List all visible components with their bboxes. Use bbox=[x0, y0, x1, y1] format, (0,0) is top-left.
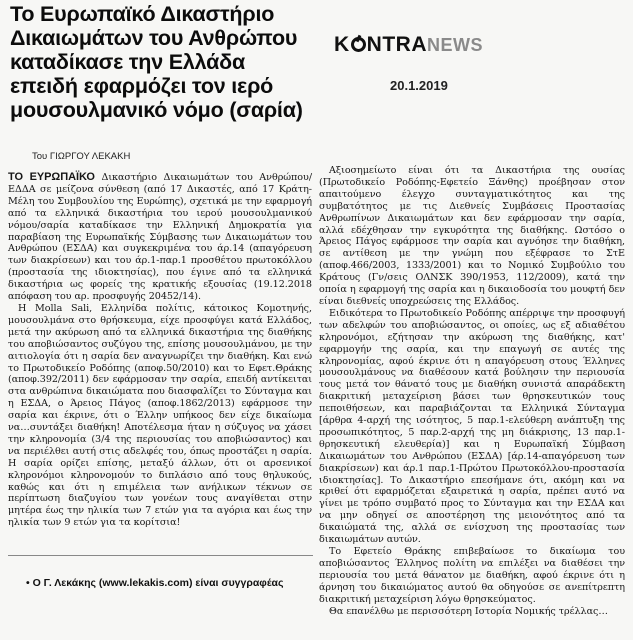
headline: Το Ευρωπαϊκό Δικαστήριο Δικαιωμάτων του Ανθρώπου καταδίκασε την Ελλάδα επειδή εφαρμόζει τον ιερό μουσουλμανικό νόμο (σαρία) bbox=[10, 2, 303, 122]
left-paragraph-1-text: Δικαστήριο Δικαιωμάτων του Ανθρώπου/ΕΔΔΑ σε μείζονα σύνθεση (από 17 Δικαστές, από 17 Κράτη-Μέλη του Συμβουλίου της Ευρώπης), σχετικά με την εφαρμογή από τα ελληνικά δικαστήρια του ιερού μουσουλμανικού νόμου/σαρία καταδίκασε την Ελληνική Δημοκρατία για παραβίαση της Ευρωπαϊκής Σύμβασης των Δικαιωμάτων του Ανθρώπου (ΕΣΔΑ) και συγκεκριμένα του άρ.14 (απαγόρευση των διακρίσεων) και του άρ.1-παρ.1 προσθέτου πρωτοκόλλου (προστασία της ιδιοκτησίας), που έγινε από τα ελληνικά δικαστήρια ως φορείς της κρατικής εξουσίας (19.12.2018 απόφαση του αρ. προσφυγής 20452/14). bbox=[8, 172, 312, 303]
right-paragraph-4: Θα επανέλθω με περισσότερη Ιστορία Νομικής τρέλλας… bbox=[329, 605, 608, 617]
footer-divider bbox=[8, 555, 313, 556]
byline: Του ΓΙΩΡΓΟΥ ΛΕΚΑΚΗ bbox=[32, 151, 131, 162]
publication-date: 20.1.2019 bbox=[390, 78, 448, 93]
lead-word: ΤΟ ΕΥΡΩΠΑΪΚΟ bbox=[8, 171, 95, 183]
logo-o-icon bbox=[351, 37, 366, 52]
author-note: • Ο Γ. Λεκάκης (www.lekakis.com) είναι συγγραφέας bbox=[26, 577, 284, 589]
logo-news: NEWS bbox=[427, 35, 483, 55]
left-paragraph-2: Η Molla Sali, Ελληνίδα πολίτις, κάτοικος Κομοτηνής, μουσουλμάνα στο θρήσκευμα, είχε προσφύγει κατά Ελλάδος, μετά την ακύρωση από τα ελληνικά δικαστήρια της διαθήκης του αποβιώσαντος συζύγου της, επίσης μουσουλμάνου, με την αιτιολογία ότι η σαρία δεν αναγνωρίζει την διαθήκη. Και ενώ το Πρωτοδικείο Ροδόπης (αποφ.50/2010) και το Εφετ.Θράκης (αποφ.392/2011) δεν εφάρμοσαν την σαρία, επειδή αντίκειται στα ανθρώπινα δικαιώματα που διασφαλίζει το Σύνταγμα και η ΕΣΔΑ, ο Άρειος Πάγος (αποφ.1862/2013) εφάρμοσε την σαρία και έκρινε, ότι ο Έλλην υπήκοος δεν είχε δικαίωμα να…συντάξει διαθήκη! Αποτέλεσμα ήταν η σύζυγος να χάσει την κληρονομία (3/4 της περιουσίας του αποβιώσαντος) και να περιέλθει αυτή στις αδελφές του, όπως προστάζει η σαρία. Η σαρία ορίζει επίσης, μεταξύ άλλων, ότι οι αρσενικοί κληρονόμοι κληρονομούν το διπλάσιο από τους θηλυκούς, καθώς και ότι η επιμέλεια των ανήλικων τέκνων σε περίπτωση διαζυγίου των γονέων τους αναγίθεται στην μητέρα έως την ηλικία των 7 ετών για τα αγόρια και έως την ηλικία των 9 ετών για τα κορίτσια! bbox=[8, 302, 312, 529]
right-paragraph-2: Ειδικότερα το Πρωτοδικείο Ροδόπης απέρριψε την προσφυγή των αδελφών του αποβιώσαντος, οι οποίες, ως εξ αδιαθέτου κληρονόμοι, εζήτησαν την ακύρωση της διαθήκης, κατ' εφαρμογήν της σαρία, και την επαγωγή σε αυτές της κληρονομίας, αφού έκρινε ότι η απαγόρευση στους Έλληνες μουσουλμάνους να διαθέσουν κατά βούλησιν την περιουσία τους μετά τον θάνατό τους με διαθήκη συνιστά απαράδεκτη διακριτική μεταχείριση βάσει των θρησκευτικών τους πεποιθήσεων, και παραβιάζονται τα Ελληνικά Σύνταγμα [άρθρα 4-αρχή της ισότητος, 5 παρ.1-ελεύθερη ανάπτυξη της προσωπικότητος, 5 παρ.2-αρχή της μη διάκρισης, 13 παρ.1-θρησκευτική ελευθερία)] και η Ευρωπαϊκή Σύμβαση Δικαιωμάτων του Ανθρώπου (ΕΣΔΑ) [άρ.14-απαγόρευση των διακρίσεων) και άρ.1 παρ.1-Πρώτου Πρωτοκόλλου-προστασία ιδιοκτησίας]. Το Δικαστήριο επεσήμανε ότι, ακόμη και να κριθεί ότι εφαρμόζεται εξαιρετικά η σαρία, πρέπει αυτό να γίνει με τρόπο συμβατό προς το Σύνταγμα και την ΕΣΔΑ και να μην οδηγεί σε αποστέρηση της μειονότητος από τα δικαιώματά της, αλλά σε ενίσχυση της προστασίας των δικαιωμάτων αυτών. bbox=[319, 307, 625, 546]
logo-k: K bbox=[334, 33, 350, 56]
left-column bbox=[8, 172, 312, 529]
kontranews-logo bbox=[334, 33, 504, 57]
right-column bbox=[319, 165, 625, 617]
right-paragraph-3: Το Εφετείο Θράκης επιβεβαίωσε το δικαίωμα του αποβιώσαντος Έλληνος πολίτη να επιλέξει να διαθέσει την περιουσία του μετά θάνατον με διαθήκη, αφού έκρινε ότι η άρνηση του δικαιώματος αυτού θα οδηγούσε σε ανεπίτρεπτη διακριτική μεταχείριση λόγω θρησκεύματος. bbox=[319, 546, 625, 605]
right-paragraph-1: Αξιοσημείωτο είναι ότι τα Δικαστήρια της ουσίας (Πρωτοδικείο Ροδόπης-Εφετείο Ξάνθης) προέβησαν στον απαιτούμενο έλεγχο συνταγματικότητος και της συμβατότητος με τις Διεθνείς Συμβάσεις Προστασίας Ανθρωπίνων Δικαιωμάτων και δεν εφάρμοσαν την σαρία, αλλά εδέχθησαν την εγκυρότητα της διαθήκης. Ωστόσο ο Άρειος Πάγος εφάρμοσε την σαρία και αγνόησε την διαθήκη, σε αντίθεση με την γνώμη που εξέφρασε το ΣτΕ (αποφ.466/2003, 1333/2001) και το Νομικό Συμβούλιο του Κράτους (Γν/σεις ΟΛΝΣΚ 390/1953, 112/2009), κατά την οποία η εφαρμογή της σαρία και η δικαιοδοσία του μουφτή δεν είναι διεθνείς υποχρεώσεις της Ελλάδος. bbox=[319, 165, 625, 307]
left-paragraph-1 bbox=[8, 172, 312, 303]
logo-ntra: NTRA bbox=[366, 33, 427, 56]
